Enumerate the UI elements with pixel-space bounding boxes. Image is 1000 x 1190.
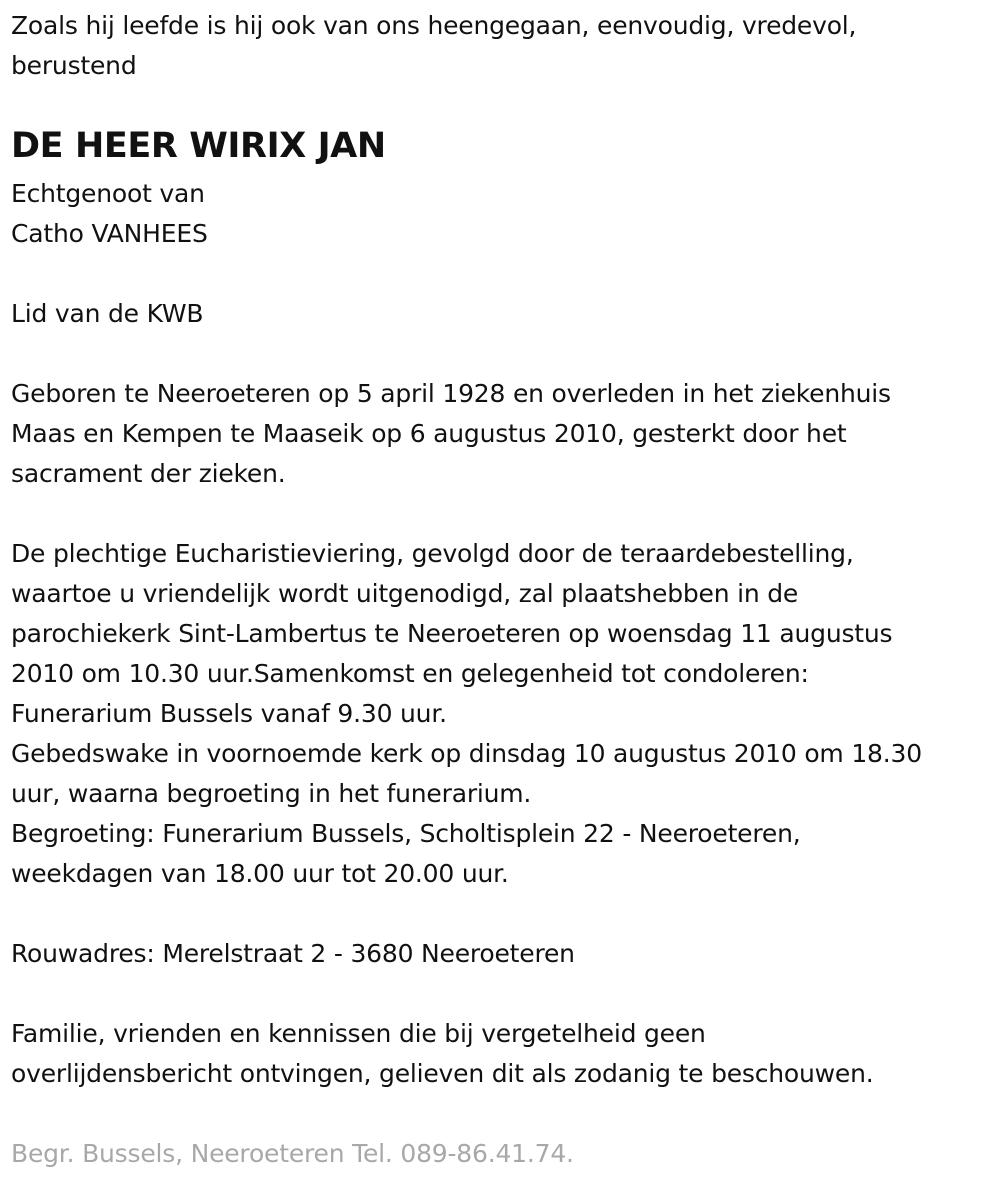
family-notice-line: Familie, vrienden en kennissen die bij vergetelheid geen (11, 1019, 706, 1048)
ceremony-line: Begroeting: Funerarium Bussels, Scholtisplein 22 - Neeroeteren, (11, 819, 801, 848)
funeral-home-footer (11, 1134, 574, 1174)
birth-death-line: Geboren te Neeroeteren op 5 april 1928 en overleden in het ziekenhuis (11, 379, 891, 408)
birth-death-line: sacrament der zieken. (11, 459, 286, 488)
mourning-address (11, 934, 575, 974)
spouse-line: Catho VANHEES (11, 219, 208, 248)
spouse-block (11, 174, 208, 254)
ceremony-line: waartoe u vriendelijk wordt uitgenodigd, zal plaatshebben in de (11, 579, 799, 608)
intro-line: berustend (11, 51, 137, 80)
membership-line: Lid van de KWB (11, 299, 204, 328)
ceremony-line: Funerarium Bussels vanaf 9.30 uur. (11, 699, 447, 728)
family-notice-line: overlijdensbericht ontvingen, gelieven dit als zodanig te beschouwen. (11, 1059, 874, 1088)
intro-line: Zoals hij leefde is hij ook van ons heengegaan, eenvoudig, vredevol, (11, 11, 857, 40)
family-notice (11, 1014, 874, 1094)
membership (11, 294, 203, 334)
ceremony-line: Gebedswake in voornoemde kerk op dinsdag 10 augustus 2010 om 18.30 (11, 739, 922, 768)
birth-death-paragraph (11, 374, 891, 494)
deceased-name: DE HEER WIRIX JAN (11, 126, 386, 166)
intro-quote (11, 6, 856, 86)
ceremony-line: 2010 om 10.30 uur.Samenkomst en gelegenheid tot condoleren: (11, 659, 809, 688)
ceremony-line: uur, waarna begroeting in het funerarium. (11, 779, 532, 808)
ceremony-paragraph (11, 534, 922, 894)
mourning-address-line: Rouwadres: Merelstraat 2 - 3680 Neeroeteren (11, 939, 575, 968)
ceremony-line: De plechtige Eucharistieviering, gevolgd door de teraardebestelling, (11, 539, 854, 568)
birth-death-line: Maas en Kempen te Maaseik op 6 augustus 2010, gesterkt door het (11, 419, 847, 448)
ceremony-line: parochiekerk Sint-Lambertus te Neeroeteren op woensdag 11 augustus (11, 619, 893, 648)
ceremony-line: weekdagen van 18.00 uur tot 20.00 uur. (11, 859, 509, 888)
footer-line: Begr. Bussels, Neeroeteren Tel. 089-86.41.74. (11, 1139, 574, 1168)
spouse-line: Echtgenoot van (11, 179, 205, 208)
